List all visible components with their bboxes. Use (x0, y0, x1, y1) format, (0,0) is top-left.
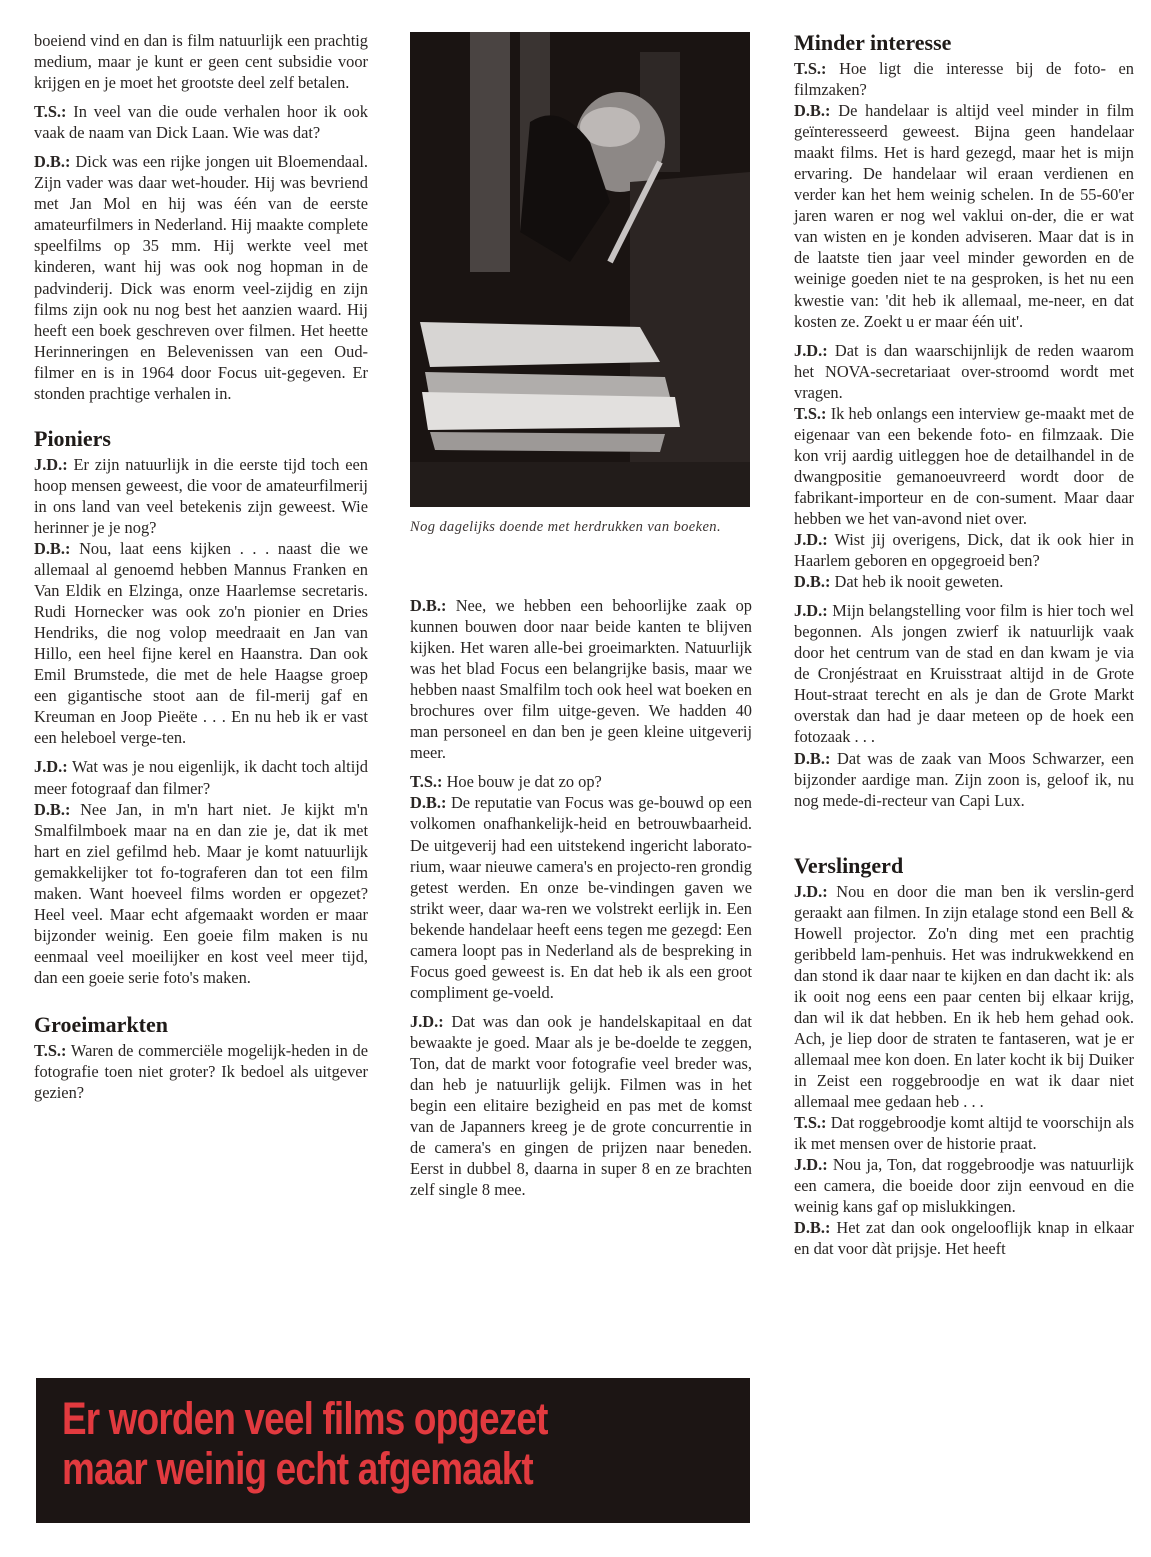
speaker-label: J.D.: (410, 1011, 444, 1031)
speaker-label: J.D.: (794, 340, 828, 360)
section-heading-verslingerd: Verslingerd (794, 852, 904, 878)
section-heading-pioniers: Pioniers (34, 425, 111, 451)
pull-quote-line-2: maar weinig echt afgemaakt (62, 1443, 533, 1494)
speaker-label: D.B.: (794, 1218, 831, 1238)
speaker-label: T.S.: (34, 102, 67, 122)
paragraph (34, 756, 368, 798)
paragraph (410, 595, 752, 763)
paragraph (794, 1154, 1134, 1217)
paragraph (410, 1011, 752, 1200)
paragraph-text: Nee, we hebben een behoorlijke zaak op kunnen bouwen door naar beide kanten te blijven kijken. Het waren alle-bei groeimarkten. Natuurlijk was het blad Focus een belangrijke basis, maar we hebben naast Smalfilm toch ook heel wat boeken en brochures over film uitge-geven. We hadden 40 man personeel en dan ben je geen kleine uitgeverij meer. (410, 596, 752, 763)
paragraph-text: Dick was een rijke jongen uit Bloemendaal. Zijn vader was daar wet-houder. Hij was bevriend met Jan Mol en hij was één van de eerste amateurfilmers in Nederland. Hij maakte complete speelfilms op 35 mm. Hij werkte veel met kinderen, want hij was ook nog hopman in de padvinderij. Dick was enorm veel-zijdig en zijn films zijn ook nu nog best het aanzien waard. Hij heeft een boek geschreven over filmen. Het heette Herinneringen en Belevenissen van een Oud-filmer en is in 1964 door Focus uit-gegeven. Er stonden prachtige verhalen in. (34, 152, 368, 403)
paragraph-text: Nou, laat eens kijken . . . naast die we allemaal al genoemd hebben Mannus Franken en Van Eldik en Elzinga, onze Haarlemse secretaris. Rudi Hornecker was ook zo'n pionier en Dries Hendriks, die nog volop meedraait en Jan van Hillo, een heel fijne kerel en Haanstra. Dan ook Emil Brumstede, die met de hele Haagse groep een gigantische stoot aan de fil-merij gaf en Kreuman en Joop Pieëte . . . En nu heb ik er vast een heleboel verge-ten. (34, 538, 368, 748)
paragraph-text: De reputatie van Focus was ge-bouwd op een volkomen onafhankelijk-heid en betrouwbaarheid. De uitgeverij had een uitstekend ingericht laborato-rium, waar nieuwe camera's en projecto-ren grondig getest werden. En onze be-vindingen gaven we strikt weer, daar wa-ren we volstrekt eerlijk in. Een bekende handelaar heeft eens tegen me gezegd: Een camera loopt pas in Nederland als de bespreking in Focus goed geweest is. En dat heb ik als een groot compliment ge-voeld. (410, 793, 753, 1002)
speaker-label: D.B.: (34, 538, 71, 558)
paragraph-text: Hoe ligt die interesse bij de foto- en filmzaken? (794, 59, 1134, 100)
section-heading-minder-interesse: Minder interesse (794, 30, 952, 55)
photo-illustration (410, 32, 750, 507)
paragraph (34, 538, 368, 748)
paragraph-text: Dat was dan ook je handelskapitaal en dat bewaakte je goed. Maar als je be-doelde te zeggen, Ton, dat de markt voor fotografie veel breder was, dan heb je natuurlijk gelijk. Filmen was in het begin een elitaire bezigheid en pas met de komst van de Japanners kreeg je de grote concurrentie in de camera's en gingen de prijzen naar beneden. Eerst in dubbel 8, daarna in super 8 en ze brachten zelf single 8 mee. (410, 1011, 752, 1200)
speaker-label: D.B.: (34, 152, 71, 172)
article-column-3 (794, 30, 1134, 1259)
paragraph: boeiend vind en dan is film natuurlijk een prachtig medium, maar je kunt er geen cent subsidie voor krijgen en je moet het grootste deel zelf betalen. (34, 31, 368, 93)
paragraph (34, 799, 368, 988)
paragraph (34, 151, 368, 404)
paragraph-text: Ik heb onlangs een interview ge-maakt met de eigenaar van een bekende foto- en filmzaak. Die kon vrij aardig uitleggen hoe de detailhandel in de dwangpositie gemanoeuvreerd wordt door de fabrikant-importeur en de con-sument. Maar daar hebben we het van-avond niet over. (794, 403, 1134, 528)
paragraph (794, 1217, 1134, 1259)
paragraph-text: Het zat dan ook ongelooflijk knap in elkaar en dat voor dàt prijsje. Het heeft (794, 1218, 1134, 1259)
article-column-1 (34, 30, 368, 1103)
paragraph-text: Hoe bouw je dat zo op? (442, 772, 602, 792)
speaker-label: D.B.: (410, 793, 447, 813)
paragraph (410, 771, 752, 792)
paragraph-text: Mijn belangstelling voor film is hier toch wel begonnen. Als jongen zwierf ik natuurlijk vaak door het centrum van de stad en dan kwam je via de Cronjéstraat en Kruisstraat altijd in de Grote Hout-straat terecht en als je dan de Grote Markt overstak dan had je daar meteen op de hoek een fotozaak . . . (794, 601, 1134, 747)
paragraph-text: Dat was de zaak van Moos Schwarzer, een bijzonder aardige man. Zijn zoon is, geloof ik, nu nog mede-di-recteur van Capi Lux. (794, 748, 1134, 810)
speaker-label: D.B.: (410, 596, 447, 615)
speaker-label: J.D.: (34, 454, 68, 474)
paragraph-text: Nou ja, Ton, dat roggebroodje was natuurlijk een camera, die boeide door zijn eenvoud en die weinig kans gaf op mislukkingen. (794, 1155, 1134, 1217)
paragraph-text: Dat is dan waarschijnlijk de reden waarom het NOVA-secretariaat over-stroomd wordt met vragen. (794, 340, 1134, 402)
speaker-label: D.B.: (794, 572, 831, 592)
speaker-label: D.B.: (794, 101, 831, 121)
paragraph-text: Wat was je nou eigenlijk, ik dacht toch altijd meer fotograaf dan filmer? (34, 757, 368, 798)
paragraph (794, 748, 1134, 811)
paragraph-text: Wist jij overigens, Dick, dat ik ook hier in Haarlem geboren en opgegroeid ben? (794, 530, 1134, 571)
speaker-label: T.S.: (34, 1040, 67, 1060)
paragraph-text: Er zijn natuurlijk in die eerste tijd toch een hoop mensen geweest, die voor de amateurfilmerij in ons land van veel betekenis zijn geweest. Wie herinner je je nog? (34, 454, 368, 537)
paragraph (34, 454, 368, 538)
paragraph (794, 600, 1134, 747)
paragraph-text: In veel van die oude verhalen hoor ik ook vaak de naam van Dick Laan. Wie was dat? (34, 102, 368, 143)
paragraph (794, 1112, 1134, 1154)
speaker-label: D.B.: (34, 799, 71, 819)
paragraph-text: De handelaar is altijd veel minder in film geïnteresseerd geweest. Bijna geen handelaar maakt films. Het is hard gezegd, maar het is mijn ervaring. De handelaar wil eraan verdienen en verder kan het hem weinig schelen. In de 55-60'er jaren waren er nog wel vaklui on-der, die er wat van wisten en je konden adviseren. Maar dat is in de laatste tien jaar veel minder geworden en de weinige goeden niet te na gesproken, is het nu een kwestie van: 'dit heb ik allemaal, me-neer, en dat kosten ze. Zoekt u er maar één uit'. (794, 101, 1134, 331)
speaker-label: T.S.: (794, 1113, 827, 1133)
photo-man-reading-books (410, 32, 750, 507)
speaker-label: J.D.: (34, 757, 68, 777)
paragraph (794, 100, 1134, 332)
paragraph (34, 101, 368, 143)
speaker-label: J.D.: (794, 1155, 828, 1175)
paragraph-text: Nou en door die man ben ik verslin-gerd geraakt aan filmen. In zijn etalage stond een Bell & Howell projector. Zo'n ding met een prachtig geribbeld lam-penhuis. Het was indrukwekkend en dan stond ik daar naar te kijken en dan dacht ik: als ik ooit nog eens een paar centen bij elkaar krijg, dan wil ik dat hebben. En ik heb hem gehad ook. Ach, je liep door de straten te fantaseren, wat je er allemaal mee kon doen. En later kocht ik bij Duiker in Zeist een roggebroodje en wat ik daar niet allemaal mee gedaan heb . . . (794, 881, 1134, 1112)
paragraph (794, 529, 1134, 571)
speaker-label: D.B.: (794, 748, 831, 768)
paragraph-text: Dat heb ik nooit geweten. (830, 572, 1004, 592)
speaker-label: J.D.: (794, 881, 828, 901)
paragraph-text: Waren de commerciële mogelijk-heden in de fotografie toen niet groter? Ik bedoel als uitgever gezien? (34, 1040, 368, 1103)
paragraph (410, 792, 752, 1002)
speaker-label: J.D.: (794, 530, 828, 550)
speaker-label: T.S.: (794, 403, 827, 423)
paragraph (794, 340, 1134, 403)
speaker-label: T.S.: (410, 772, 443, 792)
paragraph (794, 58, 1134, 100)
speaker-label: T.S.: (794, 59, 827, 78)
speaker-label: J.D.: (794, 601, 828, 621)
pull-quote-banner (36, 1378, 750, 1523)
paragraph (794, 571, 1134, 592)
paragraph (794, 881, 1134, 1113)
article-column-2 (410, 595, 752, 1200)
section-heading-groeimarkten: Groeimarkten (34, 1011, 169, 1037)
photo-caption: Nog dagelijks doende met herdrukken van boeken. (410, 519, 721, 535)
paragraph-text: Dat roggebroodje komt altijd te voorschijn als ik met mensen over de historie praat. (794, 1113, 1134, 1154)
pull-quote-text (62, 1394, 548, 1494)
paragraph (794, 403, 1134, 529)
paragraph-text: Nee Jan, in m'n hart niet. Je kijkt m'n Smalfilmboek maar na en dan zie je, dat ik met hart en ziel gefilmd heb. Maar je komt natuurlijk gemakkelijker tot fo-tograferen dan tot een film maken. Want hoeveel films worden er opgezet? Heel veel. Maar echt afgemaakt worden er maar bijzonder weinig. Een goeie film maken is nu eenmaal veel moeilijker en kost veel meer tijd, dan een goeie serie foto's maken. (34, 799, 368, 987)
paragraph (34, 1040, 368, 1103)
pull-quote-line-1: Er worden veel films opgezet (62, 1393, 548, 1444)
